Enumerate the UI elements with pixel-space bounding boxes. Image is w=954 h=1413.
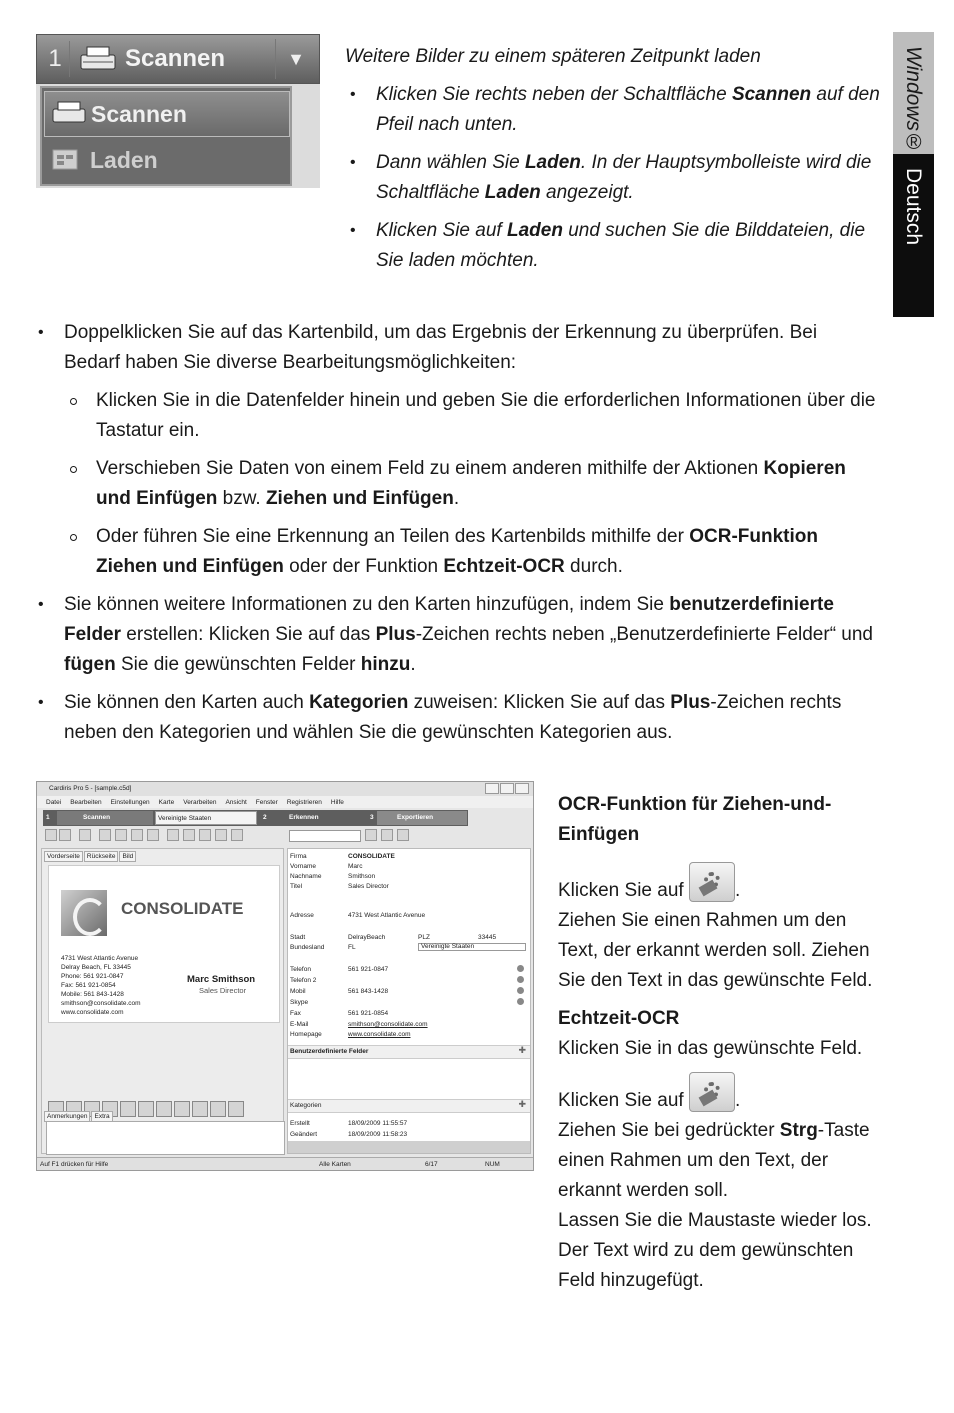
load-instructions-list xyxy=(345,80,885,276)
close-icon[interactable] xyxy=(515,783,529,794)
field-titel[interactable]: Titel Sales Director xyxy=(290,883,389,890)
section-heading: Weitere Bilder zu einem späteren Zeitpunkt laden xyxy=(345,46,761,67)
window-titlebar xyxy=(37,782,533,797)
ocr-drag-step2: Ziehen Sie einen Rahmen um den Text, der erkannt werden soll. Ziehen Sie den Text in das gewünschte Feld. xyxy=(558,910,873,991)
menu-einstellungen[interactable]: Einstellungen xyxy=(110,799,150,806)
scan-button-bar[interactable] xyxy=(36,34,320,84)
card-side-tabs xyxy=(44,851,137,862)
window-controls xyxy=(484,783,529,797)
sub-list xyxy=(64,386,876,582)
realtime-step4: Lassen Sie die Maustaste wieder los. Der Text wird zu dem gewünschten Feld hinzugefügt. xyxy=(558,1210,872,1291)
business-card-image[interactable] xyxy=(48,865,280,1023)
scan-step-button[interactable]: Scannen xyxy=(57,811,153,825)
toolbar-button[interactable] xyxy=(183,829,195,841)
field-bundesland[interactable]: Bundesland FL Vereinigte Staaten xyxy=(290,943,528,953)
undo-icon[interactable] xyxy=(397,829,409,841)
menu-ansicht[interactable]: Ansicht xyxy=(225,799,247,806)
search-input[interactable] xyxy=(289,830,361,842)
menu-karte[interactable]: Karte xyxy=(158,799,175,806)
main-step-bar xyxy=(43,810,468,826)
scanner-icon xyxy=(79,45,117,73)
status-all-cards: Alle Karten xyxy=(319,1161,351,1168)
toolbar-button[interactable] xyxy=(79,829,91,841)
toolbar-button[interactable] xyxy=(167,829,179,841)
last-icon[interactable] xyxy=(147,829,159,841)
phone-icon[interactable] xyxy=(517,976,524,983)
load-later-section xyxy=(345,42,885,284)
field-fax[interactable]: Fax 561 921-0854 xyxy=(290,1010,389,1017)
card-fields-pane xyxy=(287,848,531,1154)
scan-dropdown-menu xyxy=(40,86,292,186)
field-changed: Geändert 18/09/2009 11:58:23 xyxy=(290,1131,408,1138)
menu-verarbeiten[interactable]: Verarbeiten xyxy=(183,799,217,806)
binoculars-icon[interactable] xyxy=(381,829,393,841)
menu-item-load[interactable] xyxy=(44,138,288,182)
card-image-pane xyxy=(41,848,284,1154)
card-address-block: 4731 West Atlantic Avenue Delray Beach, FL 33445 Phone: 561 921-0847 Fax: 561 921-0854 Mobile: 561 843-1428 smithson@consolidate.com www.consolidate.com xyxy=(61,955,141,1016)
field-homepage[interactable]: Homepage www.consolidate.com xyxy=(290,1031,411,1038)
dropdown-arrow-icon[interactable]: ▼ xyxy=(275,39,316,79)
country-select[interactable]: Vereinigte Staaten xyxy=(155,811,257,825)
rotate-icon[interactable] xyxy=(138,1101,154,1117)
menu-fenster[interactable]: Fenster xyxy=(255,799,278,806)
tab-extra[interactable]: Extra xyxy=(91,1111,112,1122)
main-list xyxy=(36,318,876,748)
menu-bearbeiten[interactable]: Bearbeiten xyxy=(70,799,102,806)
field-skype[interactable]: Skype xyxy=(290,998,528,1008)
maximize-icon[interactable] xyxy=(500,783,514,794)
menu-registrieren[interactable]: Registrieren xyxy=(286,799,322,806)
tool-icon[interactable] xyxy=(210,1101,226,1117)
menu-item-load-label: Laden xyxy=(90,147,158,173)
field-stadt[interactable]: Stadt DelrayBeach PLZ 33445 xyxy=(290,934,497,941)
step-number: 1 xyxy=(41,41,70,77)
card-company: CONSOLIDATE xyxy=(121,899,244,918)
step1-number: 1 xyxy=(46,814,50,821)
field-mobil[interactable]: Mobil 561 843-1428 xyxy=(290,987,528,997)
next-icon[interactable] xyxy=(131,829,143,841)
field-firma[interactable]: Firma CONSOLIDATE xyxy=(290,853,395,860)
tool-icon[interactable] xyxy=(228,1101,244,1117)
realtime-ocr-heading: Echtzeit-OCR xyxy=(558,1008,680,1029)
cardiris-app-screenshot xyxy=(36,781,534,1171)
window-title: Cardiris Pro 5 - [sample.c5d] xyxy=(49,785,132,792)
status-bar xyxy=(37,1157,533,1170)
field-telefon2[interactable]: Telefon 2 xyxy=(290,976,528,986)
status-card-count: 6/17 xyxy=(425,1161,438,1168)
toolbar xyxy=(43,828,513,843)
list-item: • Klicken Sie auf Laden und suchen Sie die Bilddateien, die Sie laden möchten. xyxy=(345,216,885,276)
list-item: • Sie können weitere Informationen zu den Karten hinzufügen, indem Sie benutzerdefinierte Felder erstellen: Klicken Sie auf das Plus-Zeichen rechts neben „Benutzerdefinierte Felder“ und fügen Sie die gewünschten Felder hinzu. xyxy=(36,590,876,680)
list-item: • Dann wählen Sie Laden. In der Hauptsymbolleiste wird die Schaltfläche Laden angezeigt. xyxy=(345,148,885,208)
menu-bar xyxy=(37,796,533,808)
card-person-name: Marc Smithson xyxy=(187,974,256,985)
ocr-drag-drop-icon xyxy=(689,862,735,902)
company-logo xyxy=(61,890,107,936)
add-custom-field-icon[interactable]: ✚ xyxy=(518,1045,526,1055)
tab-notes[interactable]: Anmerkungen xyxy=(44,1111,90,1122)
minimize-icon[interactable] xyxy=(485,783,499,794)
crop-icon[interactable] xyxy=(192,1101,208,1117)
realtime-step2: Klicken Sie auf . xyxy=(558,1072,888,1116)
scanner-icon xyxy=(51,100,87,126)
field-nachname[interactable]: Nachname Smithson xyxy=(290,873,376,880)
field-email[interactable]: E-Mail smithson@consolidate.com xyxy=(290,1021,428,1028)
toolbar-button[interactable] xyxy=(59,829,71,841)
custom-fields-section: Benutzerdefinierte Felder ✚ xyxy=(288,1045,530,1059)
card-person-title: Sales Director xyxy=(199,986,247,995)
scan-menu-screenshot xyxy=(36,34,320,188)
windows-label: Windows® xyxy=(902,46,925,155)
sub-list-item: Oder führen Sie eine Erkennung an Teilen des Kartenbilds mithilfe der OCR-Funktion Ziehen und Einfügen oder der Funktion Echtzeit-OCR durch. xyxy=(64,522,876,582)
phone-icon[interactable] xyxy=(517,965,524,972)
realtime-step1: Klicken Sie in das gewünschte Feld. xyxy=(558,1038,863,1059)
prev-icon[interactable] xyxy=(115,829,127,841)
toolbar-button[interactable] xyxy=(199,829,211,841)
language-side-tab xyxy=(893,32,934,317)
ocr-instructions xyxy=(558,790,888,1296)
add-category-icon[interactable]: ✚ xyxy=(518,1099,526,1109)
recognize-step-button[interactable]: Erkennen xyxy=(289,814,319,821)
record-nav-bar xyxy=(288,1141,530,1153)
export-step-button[interactable]: Exportieren xyxy=(377,811,467,825)
menu-item-scan-label: Scannen xyxy=(91,101,187,127)
status-help: Auf F1 drücken für Hilfe xyxy=(40,1161,109,1168)
rotate-icon[interactable] xyxy=(120,1101,136,1117)
tool-icon[interactable] xyxy=(156,1101,172,1117)
tab-image[interactable]: Bild xyxy=(119,851,136,862)
step2-number: 2 xyxy=(263,814,267,821)
field-adresse[interactable]: Adresse 4731 West Atlantic Avenue xyxy=(290,912,426,919)
menu-datei[interactable]: Datei xyxy=(46,799,62,806)
notes-textarea[interactable] xyxy=(46,1121,285,1155)
first-icon[interactable] xyxy=(99,829,111,841)
list-item: • Sie können den Karten auch Kategorien zuweisen: Klicken Sie auf das Plus-Zeichen rechts neben den Kategorien und wählen Sie die gewünschten Kategorien aus. xyxy=(36,688,876,748)
deutsch-label: Deutsch xyxy=(902,168,925,246)
sub-list-item: Verschieben Sie Daten von einem Feld zu einem anderen mithilfe der Aktionen Kopieren und Einfügen bzw. Ziehen und Einfügen. xyxy=(64,454,876,514)
toolbar-button[interactable] xyxy=(215,829,227,841)
menu-hilfe[interactable]: Hilfe xyxy=(330,799,344,806)
country-dropdown[interactable]: Vereinigte Staaten xyxy=(418,943,526,951)
scan-button-label: Scannen xyxy=(125,45,226,72)
toolbar-button[interactable] xyxy=(45,829,57,841)
field-vorname[interactable]: Vorname Marc xyxy=(290,863,363,870)
tab-back[interactable]: Rückseite xyxy=(84,851,119,862)
field-created: Erstellt 18/09/2009 11:55:57 xyxy=(290,1120,408,1127)
windows-tab xyxy=(893,32,934,154)
deutsch-tab xyxy=(893,154,934,317)
ocr-drag-heading: OCR-Funktion für Ziehen-und-Einfügen xyxy=(558,794,832,845)
tab-front[interactable]: Vorderseite xyxy=(44,851,83,862)
skype-icon[interactable] xyxy=(517,998,524,1005)
ocr-drag-drop-icon xyxy=(689,1072,735,1112)
realtime-step3: Ziehen Sie bei gedrückter Strg-Taste einen Rahmen um den Text, der erkannt werden soll. xyxy=(558,1120,870,1201)
toolbar-button[interactable] xyxy=(231,829,243,841)
step3-number: 3 xyxy=(370,814,374,821)
search-icon[interactable] xyxy=(365,829,377,841)
list-item: • Doppelklicken Sie auf das Kartenbild, um das Ergebnis der Erkennung zu überprüfen. Bei Bedarf haben Sie diverse Bearbeitungsmöglichkeiten: Klicken Sie in die Datenfelder hinein und geben Sie die erforderlichen Informationen über die Tastatur ein. Verschieben Sie Daten von einem Feld zu einem anderen mithilfe der Aktionen Kopieren und Einfügen bzw. Ziehen und Einfügen. Oder führen Sie eine Erkennung an Teilen des Kartenbilds mithilfe der OCR-Funktion Ziehen und Einfügen oder der Funktion Echtzeit-OCR durch. xyxy=(36,318,876,582)
tool-icon[interactable] xyxy=(174,1101,190,1117)
menu-item-scan[interactable] xyxy=(44,91,290,137)
ocr-drag-step1: Klicken Sie auf . xyxy=(558,862,888,906)
main-instructions xyxy=(36,318,876,756)
list-item: • Klicken Sie rechts neben der Schaltfläche Scannen auf den Pfeil nach unten. xyxy=(345,80,885,140)
load-folder-icon xyxy=(50,146,80,172)
categories-section: Kategorien ✚ xyxy=(288,1099,530,1113)
sub-list-item: Klicken Sie in die Datenfelder hinein und geben Sie die erforderlichen Informationen über die Tastatur ein. xyxy=(64,386,876,446)
status-num: NUM xyxy=(485,1161,500,1168)
phone-icon[interactable] xyxy=(517,987,524,994)
field-telefon[interactable]: Telefon 561 921-0847 xyxy=(290,965,528,975)
